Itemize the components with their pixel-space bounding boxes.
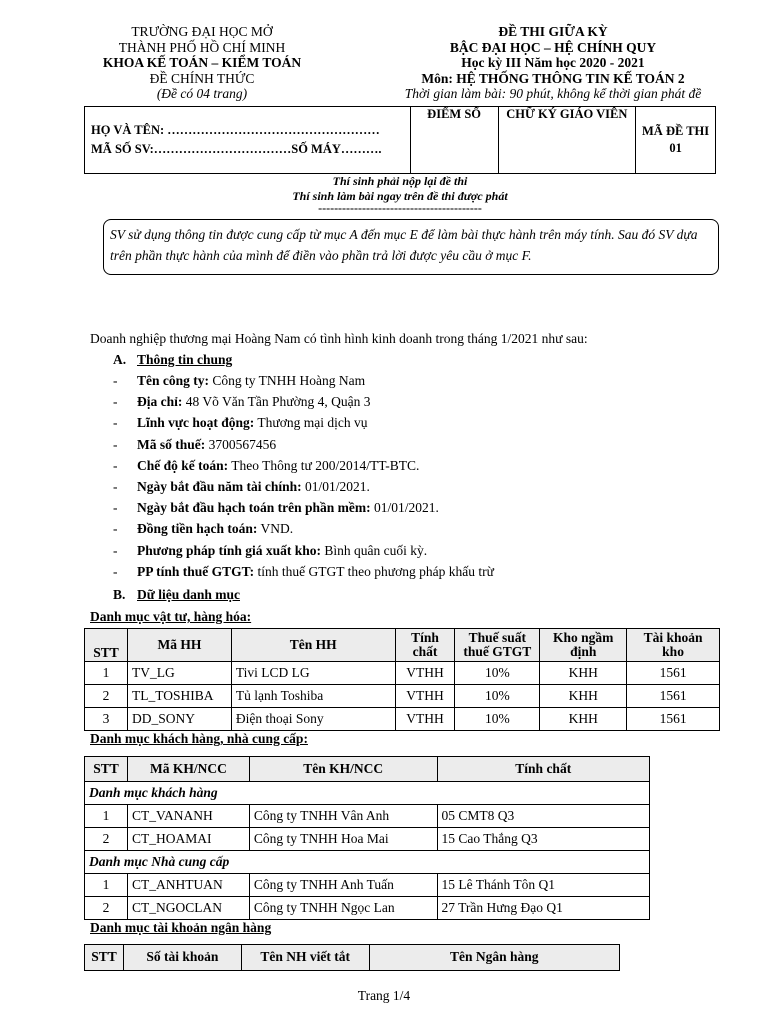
name-field[interactable]: HỌ VÀ TÊN: …………………………………………… [91, 123, 380, 137]
section-a-title: Thông tin chung [137, 352, 233, 367]
info-item [113, 373, 713, 389]
info-item [113, 458, 713, 474]
goods-header-name: Tên HH [231, 629, 395, 662]
exam-code-cell [636, 107, 716, 174]
exam-code-value: 01 [669, 141, 682, 155]
cell-name: Công ty TNHH Vân Anh [249, 805, 437, 828]
info-label: Lĩnh vực hoạt động: [137, 415, 255, 431]
info-item [113, 564, 713, 580]
cell-warehouse: KHH [540, 685, 627, 708]
banks-caption: Danh mục tài khoản ngân hàng [90, 920, 272, 935]
bullet-dash: - [113, 394, 118, 410]
signature-cell [498, 107, 636, 174]
banks-table [84, 944, 620, 971]
section-b-heading [113, 587, 240, 603]
goods-header-stt: STT [85, 629, 128, 662]
info-value: 01/01/2021. [301, 479, 370, 494]
cell-code: DD_SONY [127, 708, 231, 731]
intro-text: Doanh nghiệp thương mại Hoàng Nam có tình hình kinh doanh trong tháng 1/2021 như sau: [90, 331, 588, 346]
banks-header-row [85, 945, 620, 971]
cell-account: 1561 [627, 685, 720, 708]
bullet-dash: - [113, 521, 118, 537]
cell-code: CT_HOAMAI [127, 828, 249, 851]
section-a-marker: A. [113, 352, 127, 367]
cell-attr: 05 CMT8 Q3 [437, 805, 650, 828]
info-item [113, 543, 713, 559]
exam-subject: Môn: HỆ THỐNG THÔNG TIN KẾ TOÁN 2 [421, 70, 685, 86]
official-label: ĐỀ CHÍNH THỨC [149, 70, 255, 86]
bullet-dash: - [113, 542, 118, 558]
cell-stt: 1 [85, 805, 128, 828]
goods-header-warehouse: Kho ngầm định [540, 629, 627, 662]
cell-stt: 1 [85, 662, 128, 685]
cell-name: Tủ lạnh Toshiba [231, 685, 395, 708]
score-label: ĐIỂM SỐ [427, 107, 481, 121]
cell-name: Tivi LCD LG [231, 662, 395, 685]
cell-account: 1561 [627, 662, 720, 685]
partners-caption: Danh mục khách hàng, nhà cung cấp: [90, 731, 308, 746]
bullet-dash: - [113, 415, 118, 431]
info-label: Ngày bắt đầu năm tài chính: [137, 479, 302, 494]
section-b-title: Dữ liệu danh mục [137, 587, 240, 602]
info-item [113, 479, 713, 495]
info-value: 01/01/2021. [370, 500, 439, 516]
cell-code: CT_ANHTUAN [127, 874, 249, 897]
cell-type: VTHH [395, 708, 455, 731]
page-number: Trang 1/4 [357, 988, 411, 1003]
page-count-note: (Đề có 04 trang) [156, 86, 248, 101]
instruction-box [103, 219, 719, 275]
info-item [113, 521, 713, 537]
cell-type: VTHH [395, 662, 455, 685]
cell-name: Công ty TNHH Hoa Mai [249, 828, 437, 851]
cell-stt: 2 [85, 897, 128, 920]
info-label: Tên công ty: [137, 373, 209, 388]
cell-attr: 15 Lê Thánh Tôn Q1 [437, 874, 650, 897]
cell-vat: 10% [455, 708, 540, 731]
partners-table [84, 756, 650, 920]
student-id-row [91, 140, 404, 159]
table-row [85, 662, 720, 685]
signature-label: CHỮ KÝ GIÁO VIÊN [506, 107, 628, 121]
partners-body [85, 782, 650, 920]
exam-level: BẬC ĐẠI HỌC – HỆ CHÍNH QUY [449, 39, 657, 55]
bullet-dash: - [113, 436, 118, 452]
info-value: Thương mại dịch vụ [254, 415, 368, 431]
student-id-field[interactable]: MÃ SỐ SV:…………………………… [91, 142, 292, 156]
info-item [113, 394, 713, 410]
note-answer-on-sheet: Thí sinh làm bài ngay trên đề thi được phát [292, 189, 508, 203]
partners-header-code: Mã KH/NCC [127, 757, 249, 782]
cell-name: Công ty TNHH Ngọc Lan [249, 897, 437, 920]
exam-term: Học kỳ III Năm học 2020 - 2021 [461, 55, 645, 70]
exam-duration: Thời gian làm bài: 90 phút, không kể thời gian phát đề [404, 86, 702, 101]
info-item [113, 415, 713, 431]
exam-code-label: MÃ ĐỀ THI [642, 124, 710, 138]
table-row [85, 828, 650, 851]
school-name: TRƯỜNG ĐẠI HỌC MỞ [131, 24, 273, 39]
banks-header-stt: STT [85, 945, 124, 971]
goods-body [85, 662, 720, 731]
info-item [113, 500, 713, 516]
score-cell [410, 107, 498, 174]
info-label: Địa chỉ: [137, 394, 183, 410]
note-return-exam: Thí sinh phải nộp lại đề thi [332, 174, 468, 188]
partners-header-attr: Tính chất [437, 757, 650, 782]
info-value: 3700567456 [205, 436, 277, 452]
banks-header-short-name: Tên NH viết tắt [241, 945, 369, 971]
goods-header-code: Mã HH [127, 629, 231, 662]
cell-code: TL_TOSHIBA [127, 685, 231, 708]
table-row [85, 708, 720, 731]
cell-name: Công ty TNHH Anh Tuấn [249, 874, 437, 897]
customer-group-label: Danh mục khách hàng [85, 782, 650, 805]
info-value: Bình quân cuối kỳ. [321, 542, 428, 558]
cell-code: TV_LG [127, 662, 231, 685]
supplier-group-label: Danh mục Nhà cung cấp [85, 851, 650, 874]
table-row [85, 874, 650, 897]
info-value: VND. [257, 521, 294, 537]
cell-stt: 3 [85, 708, 128, 731]
cell-account: 1561 [627, 708, 720, 731]
info-value: 48 Võ Văn Tần Phường 4, Quận 3 [182, 394, 371, 410]
submission-notes [84, 174, 716, 213]
goods-header-account: Tài khoản kho [627, 629, 720, 662]
supplier-group-row [85, 851, 650, 874]
banks-header-bank-name: Tên Ngân hàng [369, 945, 619, 971]
cell-attr: 27 Trần Hưng Đạo Q1 [437, 897, 650, 920]
bullet-dash: - [113, 373, 118, 388]
school-header [82, 24, 322, 102]
goods-header-vat: Thuế suất thuế GTGT [455, 629, 540, 662]
goods-header-type: Tính chất [395, 629, 455, 662]
cell-stt: 2 [85, 828, 128, 851]
cell-warehouse: KHH [540, 662, 627, 685]
exam-title: ĐỀ THI GIỮA KỲ [498, 24, 608, 39]
divider: ----------------------------------------- [318, 201, 482, 215]
goods-caption: Danh mục vật tư, hàng hóa: [90, 609, 252, 624]
cell-vat: 10% [455, 662, 540, 685]
info-label: Ngày bắt đầu hạch toán trên phần mềm: [137, 500, 371, 516]
cell-warehouse: KHH [540, 708, 627, 731]
info-label: Phương pháp tính giá xuất kho: [137, 542, 322, 558]
faculty-name: KHOA KẾ TOÁN – KIỂM TOÁN [102, 55, 302, 70]
info-value: tính thuế GTGT theo phương pháp khấu trừ [254, 563, 494, 579]
info-value: Công ty TNHH Hoàng Nam [209, 373, 366, 388]
info-label: PP tính thuế GTGT: [137, 563, 255, 579]
table-row [85, 897, 650, 920]
bullet-dash: - [113, 563, 118, 579]
goods-header-row [85, 629, 720, 662]
instruction-text: SV sử dụng thông tin được cung cấp từ mục A đến mục E để làm bài thực hành trên máy tính. Sau đó SV dựa trên phần thực hành của mình để điền vào phần trả lời được yêu cầu ở mục F. [110, 227, 698, 263]
goods-table [84, 628, 720, 731]
partners-header-row [85, 757, 650, 782]
cell-name: Điện thoại Sony [231, 708, 395, 731]
exam-header [378, 24, 728, 102]
cell-type: VTHH [395, 685, 455, 708]
info-label: Chế độ kế toán: [137, 457, 229, 473]
school-city: THÀNH PHỐ HỒ CHÍ MINH [118, 39, 286, 55]
cell-vat: 10% [455, 685, 540, 708]
bullet-dash: - [113, 457, 118, 473]
info-value: Theo Thông tư 200/2014/TT-BTC. [228, 457, 420, 473]
table-row [85, 805, 650, 828]
banks-header-account: Số tài khoản [123, 945, 241, 971]
customer-group-row [85, 782, 650, 805]
cell-stt: 2 [85, 685, 128, 708]
student-info-box [84, 106, 716, 174]
info-label: Mã số thuế: [137, 436, 206, 452]
cell-code: CT_VANANH [127, 805, 249, 828]
student-fields [85, 107, 411, 174]
bullet-dash: - [113, 479, 118, 494]
info-item [113, 437, 713, 453]
info-label: Đồng tiền hạch toán: [137, 521, 258, 537]
table-row [85, 685, 720, 708]
section-a-heading [113, 352, 232, 368]
bullet-dash: - [113, 500, 118, 516]
partners-header-name: Tên KH/NCC [249, 757, 437, 782]
machine-number-field[interactable]: SỐ MÁY………. [291, 142, 382, 156]
partners-header-stt: STT [85, 757, 128, 782]
cell-code: CT_NGOCLAN [127, 897, 249, 920]
cell-stt: 1 [85, 874, 128, 897]
section-b-marker: B. [113, 587, 126, 602]
cell-attr: 15 Cao Thắng Q3 [437, 828, 650, 851]
